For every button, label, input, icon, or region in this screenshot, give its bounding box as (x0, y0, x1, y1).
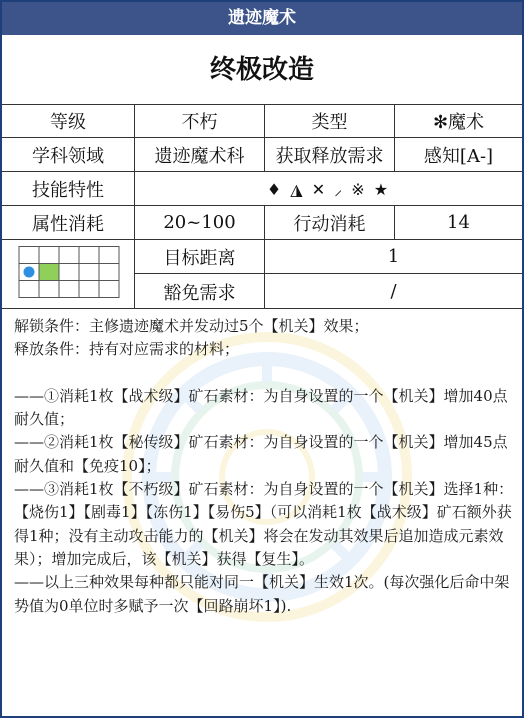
cost-label: 属性消耗 (2, 206, 135, 239)
range-cell (19, 247, 39, 264)
description-line: 释放条件：持有对应需求的材料； (14, 340, 240, 359)
range-cell (99, 281, 119, 298)
stats-row-range (2, 240, 522, 309)
range-subrow (135, 240, 522, 274)
category-header: 遗迹魔术 (2, 2, 522, 35)
level-label: 等级 (2, 105, 135, 137)
type-label: 类型 (265, 105, 395, 137)
traits-icons: ♦ ◮ ✕ ⸝ ※ ★ (266, 179, 391, 199)
skill-title: 终极改造 (2, 35, 522, 105)
description-line: 解锁条件：主修遗迹魔术并发动过5个【机关】效果； (14, 317, 369, 335)
description (14, 315, 514, 618)
level-value: 不朽 (135, 105, 265, 137)
action-cost-label: 行动消耗 (265, 206, 395, 239)
description-line (14, 362, 514, 385)
description-line: ——③消耗1枚【不朽级】矿石素材：为自身设置的一个【机关】选择1种：【烧伤1】【剧毒1】【冻伤1】【易伤5】（可以消耗1枚【战术级】矿石额外获得1种；没有主动攻击能力的【机关】将会在发动其效果后追加造成元素效果）；增加完成后，该【机关】获得【复生】。 (14, 480, 514, 568)
requirement-value: 感知[A-] (423, 145, 494, 167)
range-cell (59, 281, 79, 298)
stats-row-school (2, 138, 522, 172)
range-cell (39, 281, 59, 298)
traits-label: 技能特性 (2, 172, 135, 205)
range-label: 目标距离 (135, 240, 265, 273)
school-label: 学科领域 (2, 138, 135, 171)
range-cell (79, 247, 99, 264)
range-cell (79, 281, 99, 298)
range-diagram-cell (2, 240, 135, 308)
action-cost-value: 14 (447, 212, 470, 233)
description-line: ——以上三种效果每种都只能对同一【机关】生效1次。(每次强化后命中架势值为0单位时多赋予一次【回路崩坏1】). (14, 573, 510, 615)
stats-row-level (2, 105, 522, 138)
range-cell (99, 247, 119, 264)
range-target-cell (39, 264, 59, 281)
description-line: ——②消耗1枚【秘传级】矿石素材：为自身设置的一个【机关】增加45点耐久值和【免疫10】； (14, 433, 508, 475)
range-cell (19, 281, 39, 298)
school-value: 遗迹魔术科 (135, 138, 265, 171)
range-cell (59, 247, 79, 264)
requirement-label: 获取释放需求 (265, 138, 395, 171)
cost-value: 20~100 (135, 206, 265, 239)
range-grid-svg (18, 246, 120, 298)
range-cell (99, 264, 119, 281)
type-value: ✻魔术 (432, 112, 485, 133)
save-label: 豁免需求 (135, 274, 265, 309)
range-cell (39, 247, 59, 264)
description-line: ——①消耗1枚【战术级】矿石素材：为自身设置的一个【机关】增加40点耐久值； (14, 386, 508, 429)
stats-row-traits (2, 172, 522, 206)
range-cell (79, 264, 99, 281)
save-value: / (390, 281, 397, 302)
stats-row-cost (2, 206, 522, 240)
save-subrow (135, 274, 522, 309)
range-cell (59, 264, 79, 281)
range-grid (18, 246, 120, 298)
caster-dot (24, 267, 35, 278)
range-value: 1 (387, 246, 400, 267)
